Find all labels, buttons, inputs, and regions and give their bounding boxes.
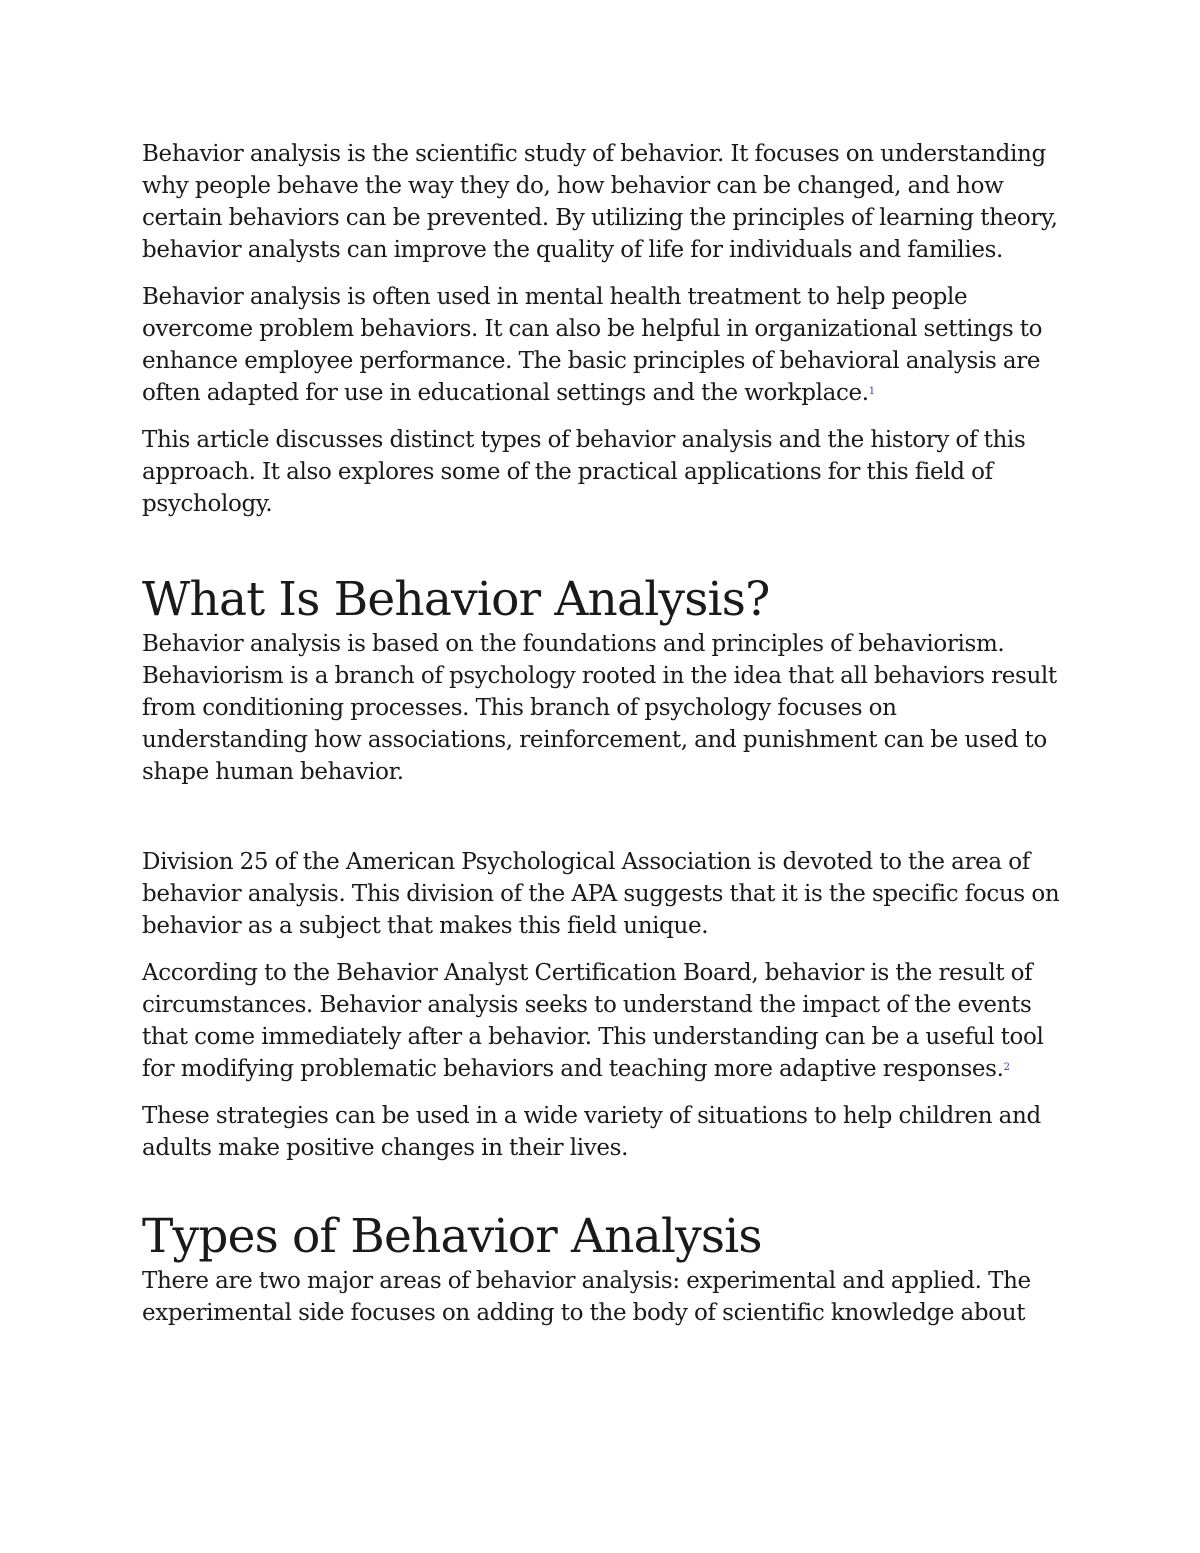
section-heading-types: Types of Behavior Analysis [142, 1209, 762, 1264]
document-page [142, 138, 1062, 1344]
section1-paragraph-1 [142, 628, 1062, 788]
footnote-ref-2[interactable]: 2 [1003, 1062, 1010, 1073]
section1-paragraph-3-text: According to the Behavior Analyst Certification Board, behavior is the result of circumstances. Behavior analysis seeks to understand the impact of the events that come immediately after a behavior. This understanding can be a useful tool for modifying problematic behaviors and teaching more adaptive responses. [142, 960, 1044, 1082]
section2-paragraph-1-text: There are two major areas of behavior analysis: experimental and applied. The experimental side focuses on adding to the body of scientific knowledge about [142, 1268, 1031, 1326]
section1-paragraph-2 [142, 846, 1062, 942]
section1-paragraph-4-text: These strategies can be used in a wide variety of situations to help children and adults make positive changes in their lives. [142, 1103, 1041, 1161]
section1-paragraph-4 [142, 1100, 1062, 1164]
section1-paragraph-1-text: Behavior analysis is based on the foundations and principles of behaviorism. Behaviorism is a branch of psychology rooted in the idea that all behaviors result from conditioning processes. This branch of psychology focuses on understanding how associations, reinforcement, and punishment can be used to shape human behavior. [142, 631, 1057, 785]
section1-paragraph-2-text: Division 25 of the American Psychological Association is devoted to the area of behavior analysis. This division of the APA suggests that it is the specific focus on behavior as a subject that makes this field unique. [142, 849, 1060, 939]
section-heading-what-is: What Is Behavior Analysis? [142, 572, 770, 627]
intro-paragraph-2 [142, 281, 1062, 409]
intro-paragraph-3-text: This article discusses distinct types of behavior analysis and the history of this approach. It also explores some of the practical applications for this field of psychology. [142, 427, 1026, 517]
intro-paragraph-2-text: Behavior analysis is often used in mental health treatment to help people overcome problem behaviors. It can also be helpful in organizational settings to enhance employee performance. The basic principles of behavioral analysis are often adapted for use in educational settings and the workplace. [142, 284, 1043, 406]
section1-paragraph-3 [142, 957, 1062, 1085]
footnote-ref-1[interactable]: 1 [868, 386, 875, 397]
intro-paragraph-3 [142, 424, 1062, 520]
intro-paragraph-1 [142, 138, 1062, 266]
intro-paragraph-1-text: Behavior analysis is the scientific study of behavior. It focuses on understanding why people behave the way they do, how behavior can be changed, and how certain behaviors can be prevented. By utilizing the principles of learning theory, behavior analysts can improve the quality of life for individuals and families. [142, 141, 1058, 263]
section2-paragraph-1 [142, 1265, 1062, 1329]
